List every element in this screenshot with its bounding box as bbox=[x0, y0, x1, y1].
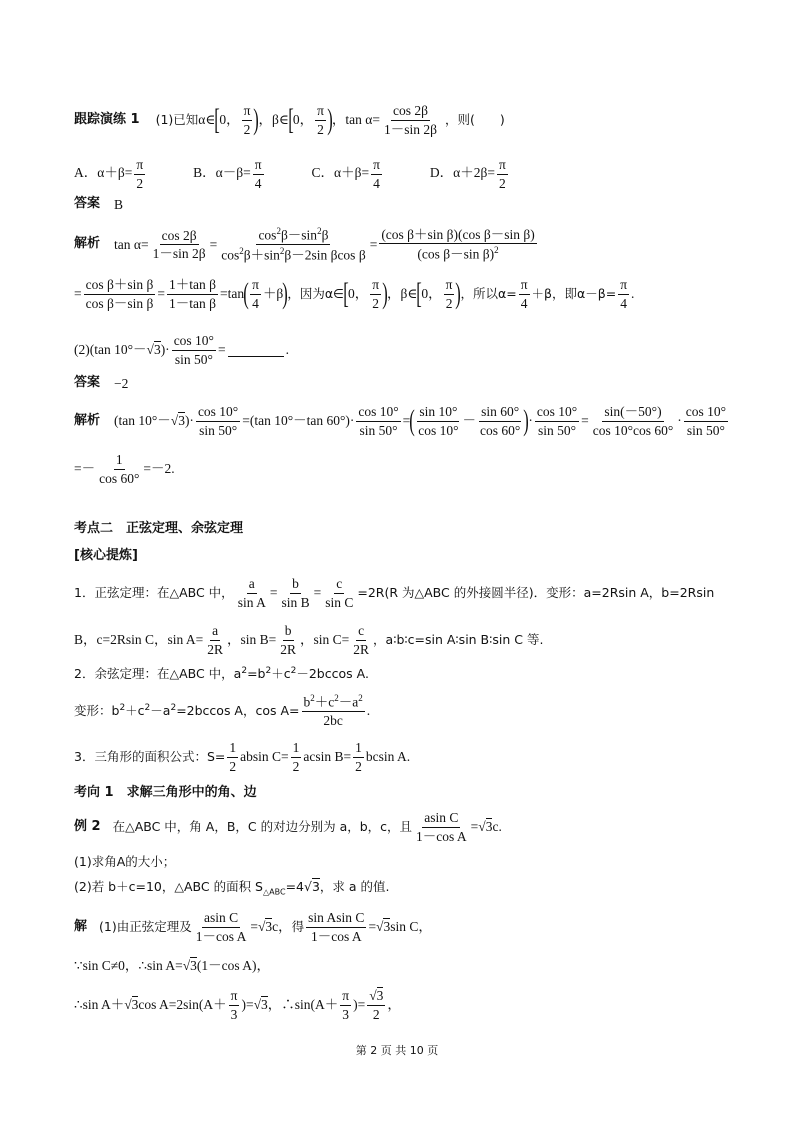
sub-question-2: (2)若 b＋c=10，△ABC 的面积 $S_{\triangle ABC}=4√3$，求 a 的值. bbox=[74, 879, 390, 897]
answer-1 bbox=[74, 197, 123, 213]
cosine-theorem: 2．余弦定理：在△ABC 中，$a^2=b^2+c^2-2bccos$ A. bbox=[74, 666, 369, 682]
practice-question-2: (2)(tan 10°－ √3 )· $\frac{\cos 10^\circ}{\sin 50^\circ}$ = . bbox=[74, 333, 289, 367]
page-footer: 第 2 页 共 10 页 bbox=[355, 1044, 439, 1057]
answer-2-label: 答案 bbox=[74, 375, 101, 391]
analysis-label: 解析 bbox=[74, 236, 101, 252]
answer-blank[interactable] bbox=[228, 344, 284, 357]
solution-line-2: ∵sin C≠0，∴sin A=√3(1－cos A)， bbox=[74, 958, 271, 973]
answer-2-value: −2 bbox=[114, 376, 129, 391]
answer-2 bbox=[74, 376, 128, 392]
area-formula: 3．三角形的面积公式：S= $\frac{1}{2}$ absin C= $\frac{1}{2}$ acsin B= $\frac{1}{2}$ bcsin A. bbox=[74, 740, 411, 774]
practice-question-1: 跟踪演练 1 (1)已知 α∈ [ 0， $\frac{\pi}{2}$ ) ，β∈ [ 0， $\frac{\pi}{2}$ ) ，tan α= $\frac{\cos 2\beta}{1-\sin 2\beta}$ ，则( ) bbox=[74, 103, 505, 137]
analysis-2-line-1: 解析 (tan 10°－√3)· $\frac{\cos 10^\circ}{\sin 50^\circ}$ =(tan 10°－tan 60°)· $\frac{\cos 10^\circ}{\sin 50^\circ}$ = ( $\frac{\sin 10^\circ}{\cos 10^\circ}$ － $\frac{\sin 60^\circ}{\cos 60^\circ}$ ) · $\frac{\cos 10^\circ}{\sin 50^\circ}$ = $\frac{\sin(-50^\circ)}{\cos 10^\circ\cos 60^\circ}$ · $\frac{\cos 10^\circ}{\sin 50^\circ}$ bbox=[74, 404, 727, 438]
analysis-2-label: 解析 bbox=[74, 412, 101, 428]
sine-theorem-line-2: B，c=2Rsin C，sin A= $\frac{a}{2R}$ ，sin B= $\frac{b}{2R}$ ，sin C= $\frac{c}{2R}$ ，a∶b∶c=sin A∶sin B∶sin C 等. bbox=[74, 623, 544, 657]
q1-prefix: (1)已知 bbox=[155, 111, 199, 127]
option-a[interactable]: A．α＋β= $\frac{\pi}{2}$ bbox=[74, 157, 144, 191]
analysis-1-line-2: = $\frac{\text{cos β＋sin β}}{\text{cos β－sin β}}$ = $\frac{\text{1＋tan β}}{\text{1－tan β}}$ =tan ( $\frac{\pi}{4}$ ＋β ) ，因为α∈ [ 0， $\frac{\pi}{2}$ ) ，β∈ [ 0， $\frac{\pi}{2}$ ) ，所以α= $\frac{\pi}{4}$ ＋β，即α－β= $\frac{\pi}{4}$ . bbox=[74, 277, 635, 311]
solution-line-3: ∴sin A＋√3cos A=2sin(A＋ $\frac{\pi}{3}$ )=√3，∴sin(A＋ $\frac{\pi}{3}$ )= $\frac{√3}{2}$ ， bbox=[74, 988, 401, 1022]
solution-line-1: 解 (1)由正弦定理及 $\frac{\text{asin C}}{\text{1－cos A}}$ =√3c， 得 $\frac{\text{sin Asin C}}{\text{1－cos A}}$ =√3sin C， bbox=[74, 910, 432, 944]
example-label: 例 2 bbox=[74, 818, 101, 834]
sub-question-1 bbox=[74, 855, 175, 869]
analysis-1-line-1: 解析 tan α= $\frac{\cos 2\beta}{1-\sin 2\beta}$ = $\frac{\cos^2\beta-\sin^2\beta}{\cos^2\beta+\sin^2\beta-2\sin \beta\cos \beta}$ = $\frac{\text{(cos β＋sin β)(cos β－sin β)}}{(\cos \beta-\sin \beta)^2}$ bbox=[74, 226, 535, 263]
core-label-text: [核心提炼] bbox=[74, 548, 138, 563]
sine-theorem-line-1: 1．正弦定理：在△ABC 中， $\frac{a}{\text{sin A}}$ = $\frac{b}{\text{sin B}}$ = $\frac{c}{\text{sin C}}$ =2R(R 为△ABC 的外接圆半径)．变形：a=2Rsin A，b=2Rsin bbox=[74, 576, 715, 610]
core-label bbox=[74, 549, 138, 564]
analysis-2-line-2: =－ $\frac{1}{\cos 60^\circ}$ =－2. bbox=[74, 452, 175, 486]
direction-title bbox=[74, 786, 257, 801]
option-b[interactable]: B．α－β= $\frac{\pi}{4}$ bbox=[193, 157, 262, 191]
cosine-variant: 变形：$b^2+c^2-a^2=2bccos$ A，cos A= $\frac{b^2+c^2-a^2}{2bc}$ . bbox=[74, 693, 371, 729]
direction-title-text: 考向 1 求解三角形中的角、边 bbox=[74, 785, 257, 800]
sub-question-1-text: (1)求角A的大小； bbox=[74, 854, 176, 869]
answer-label: 答案 bbox=[74, 196, 101, 212]
solution-label: 解 bbox=[74, 918, 88, 934]
option-c[interactable]: C．α＋β= $\frac{\pi}{4}$ bbox=[311, 157, 380, 191]
answer-value: B bbox=[114, 197, 124, 212]
section-title-text: 考点二 正弦定理、余弦定理 bbox=[74, 521, 244, 536]
option-d[interactable]: D．α＋2β= $\frac{\pi}{2}$ bbox=[429, 157, 506, 191]
example-2: 例 2 在△ABC 中，角 A，B，C 的对边分别为 a，b，c，且 $\frac{\text{asin C}}{\text{1－cos A}}$ =√3c. bbox=[74, 810, 502, 844]
section-title bbox=[74, 522, 243, 537]
options-row bbox=[74, 157, 510, 191]
practice-label: 跟踪演练 1 bbox=[74, 111, 140, 127]
